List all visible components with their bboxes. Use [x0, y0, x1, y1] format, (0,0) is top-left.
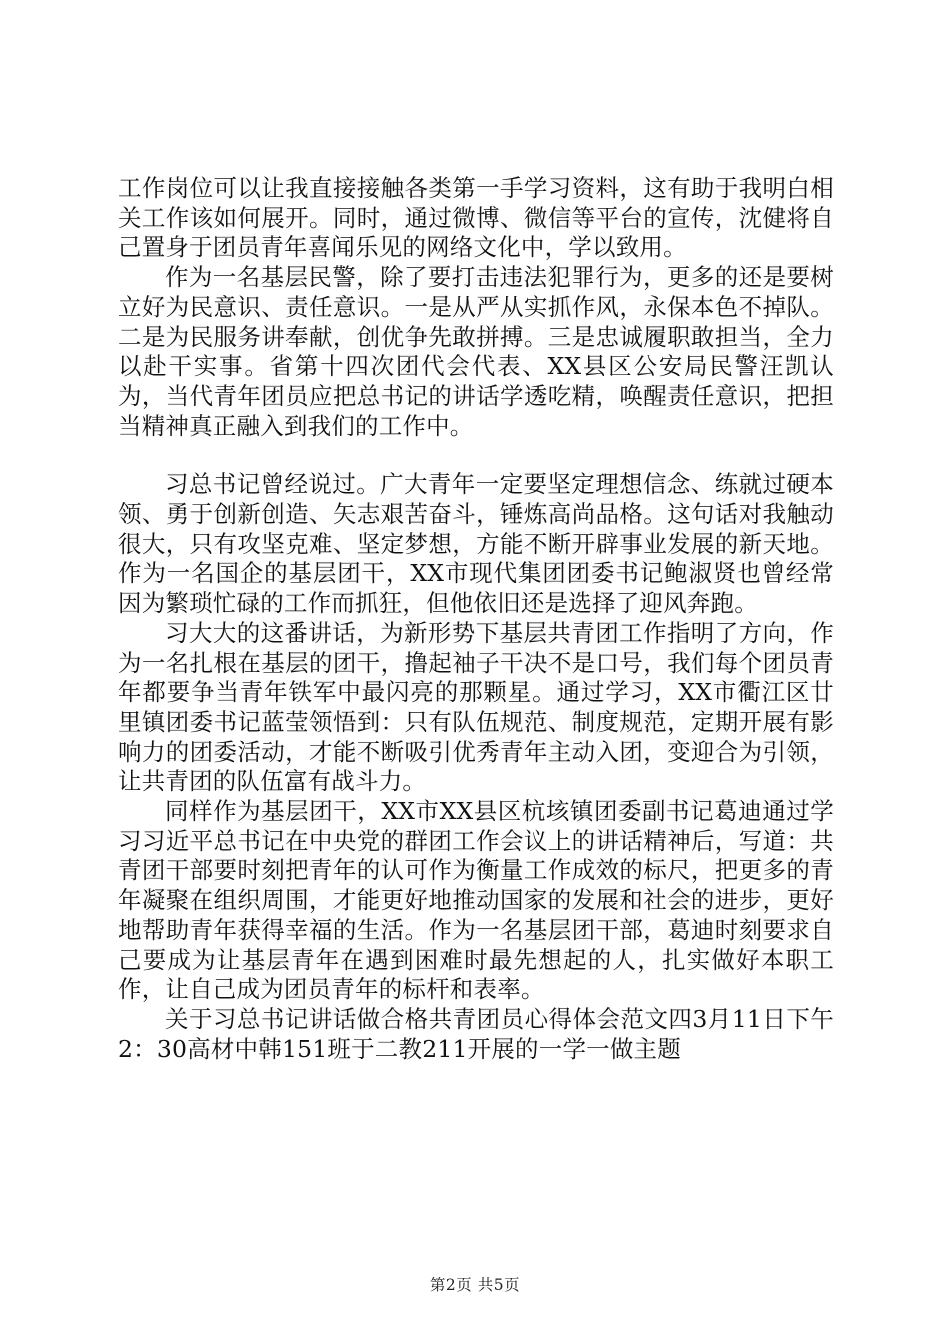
paragraph: 同样作为基层团干，XX市XX县区杭垓镇团委副书记葛迪通过学习习近平总书记在中央党的群团工作会议上的讲话精神后，写道：共青团干部要时刻把青年的认可作为衡量工作成效的标尺，把更多的青年凝聚在组织周围，才能更好地推动国家的发展和社会的进步，更好地帮助青年获得幸福的生活。作为一名基层团干部，葛迪时刻要求自己要成为让基层青年在遇到困难时最先想起的人，扎实做好本职工作，让自己成为团员青年的标杆和表率。 [118, 797, 834, 1004]
paragraph-continued: 工作岗位可以让我直接接触各类第一手学习资料，这有助于我明白相关工作该如何展开。同时，通过微博、微信等平台的宣传，沈健将自己置身于团员青年喜闻乐见的网络文化中，学以致用。 [118, 174, 834, 262]
page-number-footer: 第2页 共5页 [429, 1276, 521, 1294]
paragraph-gap [118, 441, 834, 470]
document-body [118, 174, 834, 1064]
paragraph: 习总书记曾经说过。广大青年一定要坚定理想信念、练就过硬本领、勇于创新创造、矢志艰苦奋斗，锤炼高尚品格。这句话对我触动很大，只有攻坚克难、坚定梦想，方能不断开辟事业发展的新天地。作为一名国企的基层团干，XX市现代集团团委书记鲍淑贤也曾经常因为繁琐忙碌的工作而抓狂，但他依旧还是选择了迎风奔跑。 [118, 470, 834, 618]
paragraph: 关于习总书记讲话做合格共青团员心得体会范文四3月11日下午2：30高材中韩151班于二教211开展的一学一做主题 [118, 1004, 834, 1063]
paragraph: 作为一名基层民警，除了要打击违法犯罪行为，更多的还是要树立好为民意识、责任意识。一是从严从实抓作风，永保本色不掉队。二是为民服务讲奉献，创优争先敢拼搏。三是忠诚履职敢担当，全力以赴干实事。省第十四次团代会代表、XX县区公安局民警汪凯认为，当代青年团员应把总书记的讲话学透吃精，唤醒责任意识，把担当精神真正融入到我们的工作中。 [118, 263, 834, 440]
paragraph: 习大大的这番讲话，为新形势下基层共青团工作指明了方向，作为一名扎根在基层的团干，撸起袖子干决不是口号，我们每个团员青年都要争当青年铁军中最闪亮的那颗星。通过学习，XX市衢江区廿里镇团委书记蓝莹领悟到：只有队伍规范、制度规范，定期开展有影响力的团委活动，才能不断吸引优秀青年主动入团，变迎合为引领，让共青团的队伍富有战斗力。 [118, 618, 834, 796]
